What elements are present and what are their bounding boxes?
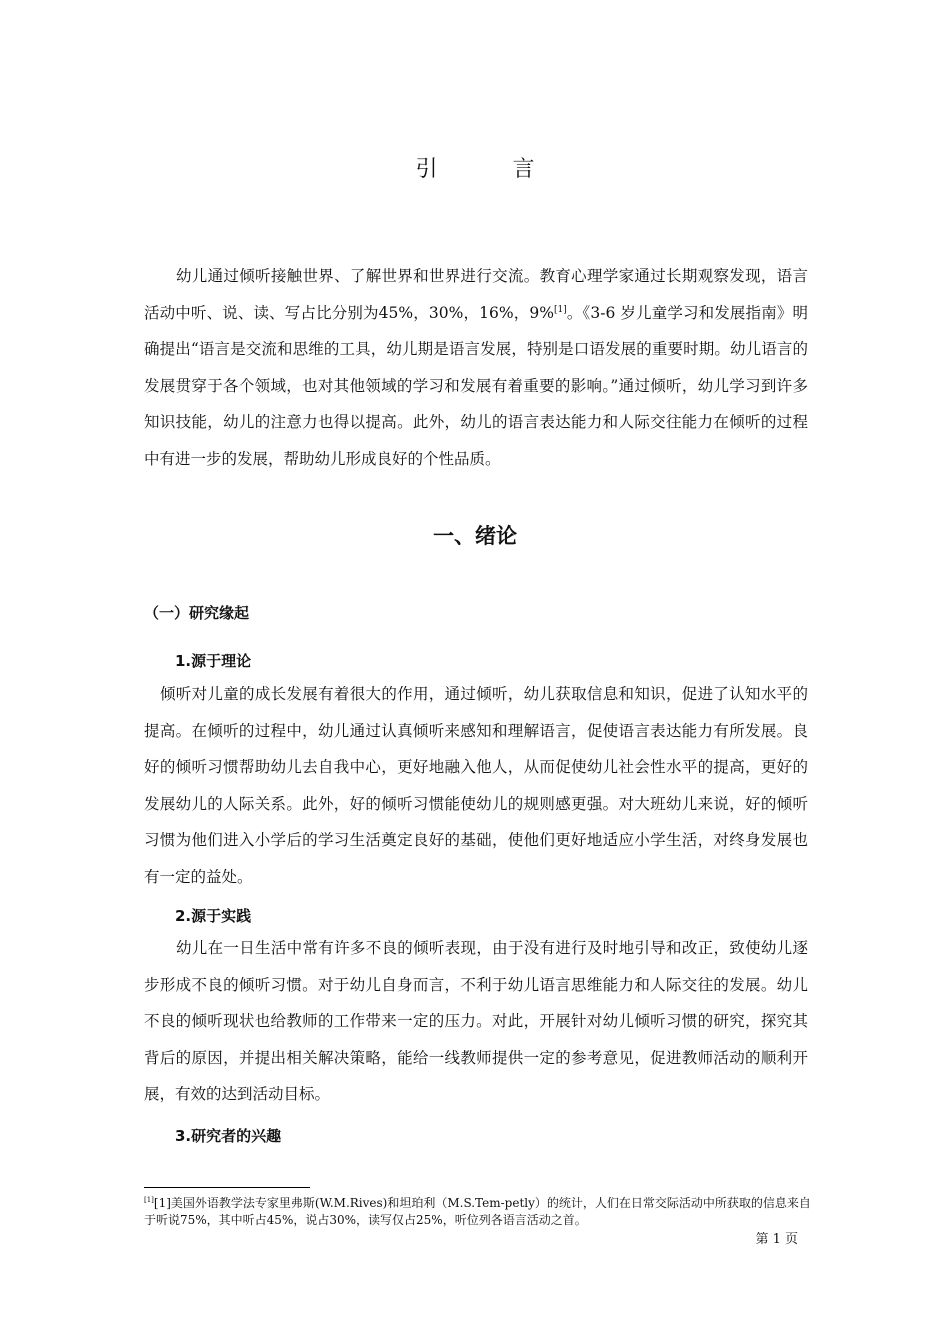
footnote-divider [144, 1187, 310, 1188]
subsection-heading-practice: 2.源于实践 [175, 907, 252, 925]
citation-marker[interactable]: [1] [553, 304, 567, 315]
intro-text-part-2: 。《3-6 岁儿童学习和发展指南》明确提出“语言是交流和思维的工具，幼儿期是语言发展，特别是口语发展的重要时期。幼儿语言的发展贯穿于各个领域，也对其他领域的学习和发展有着重要的影响。”通过倾听，幼儿学习到许多知识技能，幼儿的注意力也得以提高。此外，幼儿的语言表达能力和人际交往能力在倾听的过程中有进一步的发展，帮助幼儿形成良好的个性品质。 [144, 303, 808, 468]
footnote-marker: [1] [144, 1196, 154, 1204]
footnote [144, 1195, 814, 1229]
page-number: 第 1 页 [755, 1232, 798, 1247]
chapter-heading: 一、绪论 [433, 524, 517, 548]
practice-paragraph: 幼儿在一日生活中常有许多不良的倾听表现，由于没有进行及时地引导和改正，致使幼儿逐步形成不良的倾听习惯。对于幼儿自身而言，不利于幼儿语言思维能力和人际交往的发展。幼儿不良的倾听现状也给教师的工作带来一定的压力。对此，开展针对幼儿倾听习惯的研究，探究其背后的原因，并提出相关解决策略，能给一线教师提供一定的参考意见，促进教师活动的顺利开展，有效的达到活动目标。 [144, 939, 808, 1103]
subsection-heading-interest: 3.研究者的兴趣 [175, 1127, 282, 1145]
theory-paragraph: 倾听对儿童的成长发展有着很大的作用，通过倾听，幼儿获取信息和知识，促进了认知水平的提高。在倾听的过程中，幼儿通过认真倾听来感知和理解语言，促使语言表达能力有所发展。良好的倾听习惯帮助幼儿去自我中心，更好地融入他人，从而促使幼儿社会性水平的提高，更好的发展幼儿的人际关系。此外，好的倾听习惯能使幼儿的规则感更强。对大班幼儿来说，好的倾听习惯为他们进入小学后的学习生活奠定良好的基础，使他们更好地适应小学生活，对终身发展也有一定的益处。 [144, 685, 808, 886]
footnote-text: [1]美国外语教学法专家里弗斯(W.M.Rives)和坦珀利（M.S.Tem-petly）的统计，人们在日常交际活动中所获取的信息来自于听说75%，其中听占45%，说占30%，读写仅占25%，听位列各语言活动之首。 [144, 1196, 811, 1227]
intro-paragraph [144, 258, 808, 477]
intro-text-part-1: 幼儿通过倾听接触世界、了解世界和世界进行交流。教育心理学家通过长期观察发现，语言活动中听、说、读、写占比分别为45%，30%，16%，9% [144, 267, 808, 322]
subsection-heading-theory: 1.源于理论 [175, 652, 252, 670]
page-title: 引 言 [415, 157, 569, 182]
section-heading: （一）研究缘起 [144, 604, 250, 622]
